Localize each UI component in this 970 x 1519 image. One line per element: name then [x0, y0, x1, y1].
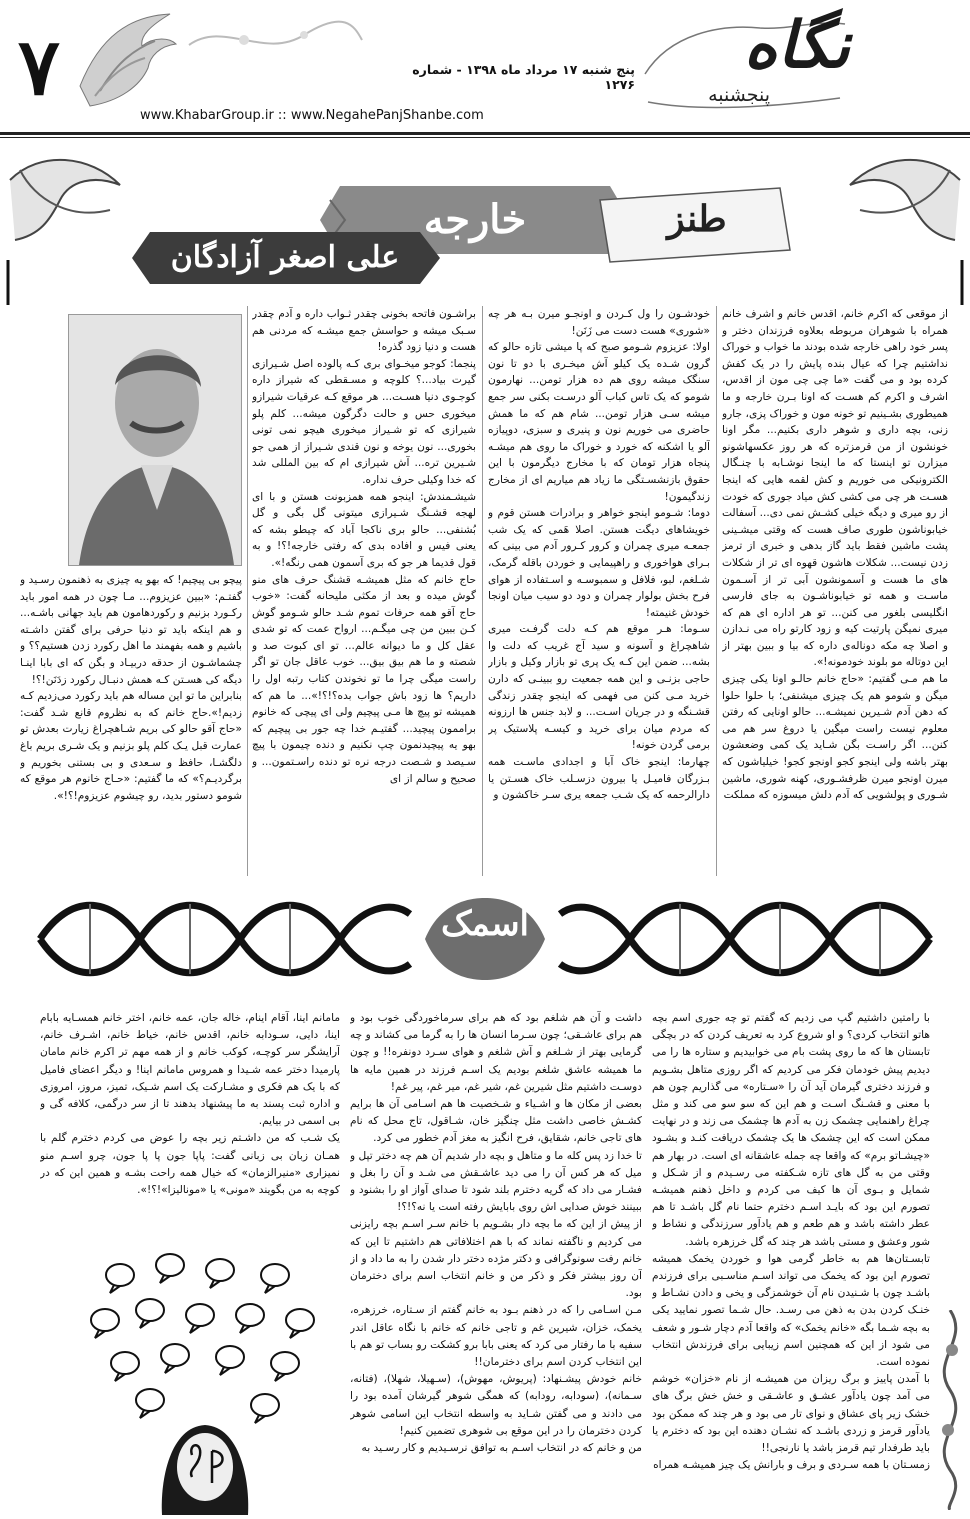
paragraph: تابسـتان‌ها هم به خاطر گرمی هوا و خوردن یخمک همیشه تصورم این بود که یخمک می تواند اسـم مناسـبی برای فرزندم باشـد چون با شـنیدن نام آن خوشمزگی و یخی و دادن نشـاط و خنـک کردن بدن به ذهن می رسـد. حال شـما تصور نمایید یکی به بچه شـما بگه «خانم یخمک» که واقعا آدم دچار شـور و شعف می شود از این که همچنین اسم زیبایی برای فرزندش انتخاب نموده است. — [652, 1252, 930, 1369]
logo-subtitle: پنجشنبه — [708, 84, 770, 106]
logo-title: نگاه — [743, 8, 850, 83]
paragraph: تا خدا زد پس کله ما و متاهل و بچه دار شدیم آن هم چه دختر تپل و میل که هر کس آن را می دید عاشـقش می شـد و آن را بغل و فشـار می داد که گریه دخترم بلند شود تا صدای آواز او را بشنود و ببینند خوش صدایی اش روی بابایش رفته است یا نه؟!؟! — [350, 1149, 642, 1214]
paragraph: با آمدن پاییز و برگ ریزان من همیشـه از نام «خزان» خوشم می آمد چون یادآور عشـق و عاشـقی و خش خش برگ های خشک زیر پای عشاق و نوای تار می بود و هر چند که ممکن بود یادآور قرمز و زردی باشـد که نشـان دهنده این بود که دخترم یا باید طرفدار تیم قرمز باشد یا نارنجی!! — [652, 1373, 930, 1455]
article2-column-1 — [652, 1010, 930, 1515]
paragraph: داشت و آن هم شلغم بود که هم برای سرماخوردگی خوب بود و هم برای عاشـقی؛ چون سـرما انسان ها را به گرما می کشاند و چه گرمایی بهتر از شـلغم و آش شلغم و هوای سـرد دونفره!! و چون ما همیشه عاشق شلغم بودیم یک اسـم فرزند در همین مایه ها دوسـت داشتیم مثل شیرین غم، شیر غم، میر غم، پیر غم! — [350, 1012, 642, 1093]
column-label: طنز — [667, 198, 727, 240]
newspaper-logo — [640, 8, 850, 118]
column-title: خارجه — [423, 196, 527, 243]
paragraph: پنجما: کوجو میخـوای بری کـه پالوده اصل شـیرازی گیرت بیاد...؟ کلوچه و مسـقطی که شیراز داره کوجـوی دنیا هسـت... هر موقع کـه عرقیات شیرازو میخوری حس و حالت دگرگون میشه... کلم پلو شیرازی که تو شـیراز میخوری هیچو نمی تونی بخوری... نون یوخه و نون قندی شـیراز از همی جو شـیرین تره... آش شیرازی ام که بین المللی شد که خدا وکیلی حرف نداره. — [252, 357, 476, 486]
section-divider — [30, 884, 940, 994]
header-rule-thin — [0, 137, 970, 138]
header-rule — [0, 132, 970, 135]
section-title: اسمک — [440, 904, 530, 944]
paragraph: پیچو بی پیچیم! که بهو یه چیزی به ذهنمون رسـید و گفتـم: «ببین عزیزوم... مـا چون در همه امور باید رکـورد بزنیم و رکوردهامون هم باید جهانی باشـه... و هم اینکه باید تو دنیا حرفی برای گفتن داشـته باشیم و همه بفهمند ما اهل رکورد زدن هستیم؟؟ و چشماشـون از حدقه دربیـاد و بگن که ای بابا اینـا دیگه کی هسـتن کـه همش دنبـال رکورد زدَنَن!؟! — [20, 574, 242, 686]
column-rule — [716, 306, 717, 876]
column-rule — [247, 306, 248, 876]
article1-column-4 — [20, 572, 242, 882]
article1-column-1 — [722, 306, 948, 882]
page-number: ۷ — [18, 22, 60, 113]
paragraph: بعضی از مکان ها و اشـیاء و شـخصیت ها هم اسـامی آن ها برایم کشـش خاصی داشت مثل چنگیز خان، شـاقول، تاج محل که نام های تاجی خانم، شقایق، فرح انگیز به مغز آدم خطور می کرد. — [350, 1098, 642, 1145]
paragraph: دوما: شـومو اینجو خواهر و برادرات هستن قوم و خویشاهای دیگت هستن. اصلا هَمی که یک شب جمعـه میری چمران و کرور کـرور آدم می بینی که بـرای هواخوری و راهپیمایی و خوردن باقله گرمک، شـلغم، لبو، فلافل و سمبوسـه و اسـتفاده از هوای فرح بخش بولوار چمران و دود دو سیب میان اونجا خودش غنیمته! — [488, 507, 710, 619]
paragraph: زمسـتان با همه سـردی و برف و بارانش یک چیز همیشـه همراه — [653, 1459, 930, 1472]
paragraph: خانم خودش پیشـنهاد: (پریوش، مهوش)، (سـهیلا، شهلا)، (فتانه، سـمانه)، (سودابه، رودابه) که همگی شوهر گیرشان آمده بود را می دادند و می گفتن شـاید به واسطه انتخاب این اسامی شوهر کردن دخترمان را در این موقع بی شوهری تضمین کنیم! — [350, 1373, 642, 1437]
column-author: علی اصغر آزادگان — [170, 240, 400, 275]
article1-column-3 — [252, 306, 476, 882]
paragraph: ما هم مـی گفتیم: «حاج خانم حالـو اونا یکی چیزی میگن و شومو هم یک چیزی میشنفی؛ با حلوا حلوا که دهن آدم شـیرین نمیشـه... حالو اونایی که رفتن معلوم نیست راست میگین یا دروغ سر هم می کنن... اگر راسـت بگن شـاید یک کمی وضعشون بهتر باشه ولی اینجو کجو اونجو کجو! خیلیاشون که میرن اونجو میرن ظرفشـوری، کهنه شوری، ماشین شـوری و پولشویی که آدم دلش میسوزه که مملکت — [722, 673, 948, 802]
paragraph: از پیش از این که ما بچه دار بشـویم با خانم سـر اسـم بچه رایزنی می کردیم و ناگفته نماند که با هم اختلافاتی هم داشتیم تا این که خانم رفت سونوگرافی و دکتر مژده دختر دار شدن را به ما داد و از آن روز بیشتر فکر و ذکر من و خانم انتخاب اسم برای دخترمان بود. — [350, 1218, 642, 1300]
paragraph: خودشـون را ول کـردن و اونجـو میرن بـه هر چه «شوری» هست دست می زَنَن! — [488, 308, 710, 337]
floral-ornament-icon — [184, 15, 364, 65]
side-ornament-icon — [930, 1310, 970, 1510]
portrait-icon — [69, 315, 241, 565]
article2-column-3 — [40, 1010, 340, 1236]
article1-column-2 — [488, 306, 710, 882]
paragraph: از موقعی که اکرم خانم، اقدس خانم و اشرف خانم همراه با شوهران مربوطه بعلاوه فرزندان دختر و پسر خود راهی خارجه شده بودند ما خواب و خوراک نداشتیم چرا که عیال بنده پایش را در یک کفش کرده بود و می گفت «ما چی چی مون از اقدس، اشرف و اکرم کم هسـت که اونا بـرن خارجه و ما همیطوری بشـینیم تو خونه مون و خوراک پزی، جارو زنی، بچه داری و شوهر داری بکنیم... مگر اونا خونشون از من قرمزتره که هر روز عکسهاشونو میزارن تو اینستا که ما اینجا نوشـابه با چنـگال الکترونیکی می خوریم و کش لقمه هایی که اینجا هسـت هر چی می کشی کش میاد جوری که خودت از رو میری و دیگه خیلی کشـش نمی دی... آسفالت خیابوناشون طوری صاف هست که وقتی میشـینی پشت ماشین فقط باید گاز بدهی و خبری از ترمز زدن نیست... شکلات هاشون قهوه ای تر از شکلات های ما هست و آسمونشون آبی تر از آسـمون ماسـت و همه تو خیابوناشـون به جای فارسی انگلیسی بلغور می کنن... تو هر اداره ای هم که میری نمیگن پارتیت کیه و زود کارتو راه می نـدازن و اصلا چه مکه دوناله‌ی داره که بیا و ببین بهتر از این دوتاله مو بلوند خودمونه!». — [722, 308, 948, 669]
paragraph: حاج خانم که مثل همیشـه قشنگ حرف های منو گوش میده و بعد از مکثی ملیحانه گفت: «خوب حاج آقو همه حرفات تموم شـد حالو شـومو گوش کـن ببین من چی میگـم... ارواح عمت که تو شدی عقل کل و ما دیوانه عالم... تو ای کبوت صد و شصته و ما هم بیق بیق... خوب عاقل جان تو اگر راست میگی چرا ما تو نخوندن کتاب رتبه اول را داریم؟ ها زود باش جواب بده؟!؟!»... ما هم که همیشه تو پیچ ها مـی پیچیم ولی ای پیچی که خانوم براممون پیچید... گفتیـم خدا چه جور بی پیچیم که بهو یه پیچیدنمون چپ نکنیم و دنده چیمون با پیچ سـیصد و شـصت درجه نره تو دنده راسـتمون... و صحیح و سالم از ای — [252, 573, 476, 785]
paragraph: یک شـب که من داشـتم زیر بچه را عوض می کردم دخترم گلم با همـان زبان بی زبانی گفت: پاپا جون پا پا جون، چرو اسـم منو نمیزاری «منیرالزمان» که خیال همه راحت بشـه و همین این که در کوچه به من بگویند «مونی» یا «مونالیزا»!؟!». — [40, 1132, 340, 1197]
paragraph: مامانم اینا، آقام اینام، خاله جان، عمه خانم، اختر خانم همسـایه بابام اینا، دایی، سـودابه خانم، اقدس خانم، خیاط خانم، اشـرف خانم، آرایشگر سر کوچـه، کوکب خانم و از همه مهم تر اکرم خانم مامان پارمیدا دختر عمه شـیدا و همروس مامانم اینا! و دیگر اعضای فامیل که با یک هم فکری و مشـارکت یک اسم شـیک، تمیز، مروز، امروزی و اداره ثبت پسند به ما پیشنهاد بدهند تا از سر درگمی، کلافه گی و بی اسمی در بیایم. — [40, 1012, 340, 1128]
paragraph: اولا: عزیزوم شـومو صبح که پا میشی تازه حالو که گرون شـده یک کیلو آش میخـری با دو تا نون سنگک میشه روی هم ده هزار تومن... نهارمون شومو که یک تاس کباب آلو درسـت بکنی سر جمع میشه سـی هزار تومن... شام هم که ما همش حاضری می خوریم نون و پنیری و سبزی، دوپیازه آلو یا اشکنه که خورد و خوراک ما روی هم میشـه پنجاه هزار تومان که با مخارج دیگرمون با این حقوق بازنشسـتگی ما زیاد هم میاریم ای از مخارج زندگیمون! — [488, 341, 710, 503]
column-banner — [0, 140, 970, 315]
phoenix-ornament-icon — [70, 6, 180, 111]
paragraph: مـن اسـامی را که در ذهنم بـود به خانم گفتم از سـتاره، خرزهره، یخمک، خزان، شیرین غم و تاجی خانم که خانم با نگاه عاقل اندر سفیه با ما رفتار می کرد که یعنی بابا برو کشکت رو بساب تو هم با این انتخاب کردن اسم برای دخترمان!! — [350, 1304, 642, 1369]
dateline: پنج شنبه ۱۷ مرداد ماه ۱۳۹۸ - شماره ۱۲۷۶ — [412, 62, 635, 92]
paragraph: با رامتین داشتیم گپ می زدیم که گفتم تو چه جوری اسم بچه هاتو انتخاب کردی؟ و او شروع کرد به تعریف کردن که در بچگی تابستان ها که ما روی پشت بام می خوابیدیم و ستاره ها را می دیدیم پیش خودمان فکر می کردیم که اگر روزی متاهل بشـویم و فرزند دختری گیرمان آید آن را «سـتاره» می گذاریم چون هم با معنی و قشـنگ اسـت و هم این که سو سو می کند و مثل چراغ راهنمایی چشمک زن به آدم ها چشمک می زند و در نهایت ممکن است که این چشمک ها یک چشمک دریافت کنـد و بشـود «چیشـاتو برم» که واقعا چه جمله عاشقانه ای است. در بهار هم وقتی من به گل های تازه شـکفته می رسـیدم و از شـکل و شمایل و بـوی آن ها کیف می کردم و داخل ذهنم همیشـه تصورم این بود که بایـد اسـم دخترم حتما نام گل باشـد تا هم عطر داشته باشد و هم طعم و هم یادآور سرزندگی و نشاط و شور وعشق و مستی باشد هر چند که گل خرزهره باشد. — [652, 1012, 930, 1248]
websites[interactable]: www.KhabarGroup.ir :: www.NegahePanjShanbe.com — [140, 108, 484, 123]
paragraph: براشـون فاتحه بخونی چقدر ثـواب داره و آدم چقدر سـبک میشه و حواسش جمع میشـه که مردنی هم هست و دنیا زود گذره! — [252, 308, 476, 354]
paragraph: سـوما: هـر موقع هم کـه دلت گرفـت میری شاهچراغ و آسونه و سید آج غریب که دلت وا بشه... ضمن این کـه یک پری تو بازار وکیل و بازار حاجی بزنـی و این همه جمعیت رو ببینـی که دارن خرید مـی کنن می فهمی که اینجو چقدر زندگی قشـنگه و در جریان اسـت... و لابد جنس ها ارزونه که مردم میان برای خرید و کیسـه پلاستیک پر برمی گردن خونه! — [488, 623, 710, 752]
paragraph: من و خانم که در انتخاب اسـم به توافق نرسـیدیم و کار رسـید به — [361, 1442, 642, 1455]
article2-column-2 — [350, 1010, 642, 1515]
paragraph: بنابراین ما تو این مساله هم باید رکورد می‌زدیم کـه زدیم!».حاج خانم که به نظروم قانع شـد گفت: «حاج آقو حالو کی بریم شـاهچراغ زیارت بعدش تو عمارت قبل یـک کلم پلو بزنیم و یک شـری بریم باغ دلگشـا، حافظ و سـعدی و بی بستنی بخوریم و برگردیـم؟» که ما گفتیم: «حـاج خانوم هر موقع که شومو دستور بدید، رو چیشوم عزیزوم!؟!». — [20, 690, 242, 802]
author-photo — [68, 314, 242, 566]
paragraph: چهارما: اینجو خاک آبا و اجدادی ماسـت همه بـزرگان فامیـل یا بیرون دزسـلب خاک هسـتن یا دارالرحمه که یک شـب جمعه یری سـر خاکشون و — [488, 756, 710, 802]
head-with-bubbles-icon — [80, 1245, 330, 1515]
column-rule — [482, 306, 483, 876]
speech-bubbles-illustration — [80, 1245, 330, 1515]
paragraph: شیشـمندش: اینجو همه همزبونت هستن و با ای لهجه قشـنگ شـیرازی میتونی گل بگی و گل بُشنفی... حالو بری ناکجا آباد که چیطو بشه که یعنی فیس و افاده بدی که رفتی خارجه!؟! و به قول قدیما هر جو که بری آسمون همی رنگه!». — [252, 490, 476, 569]
